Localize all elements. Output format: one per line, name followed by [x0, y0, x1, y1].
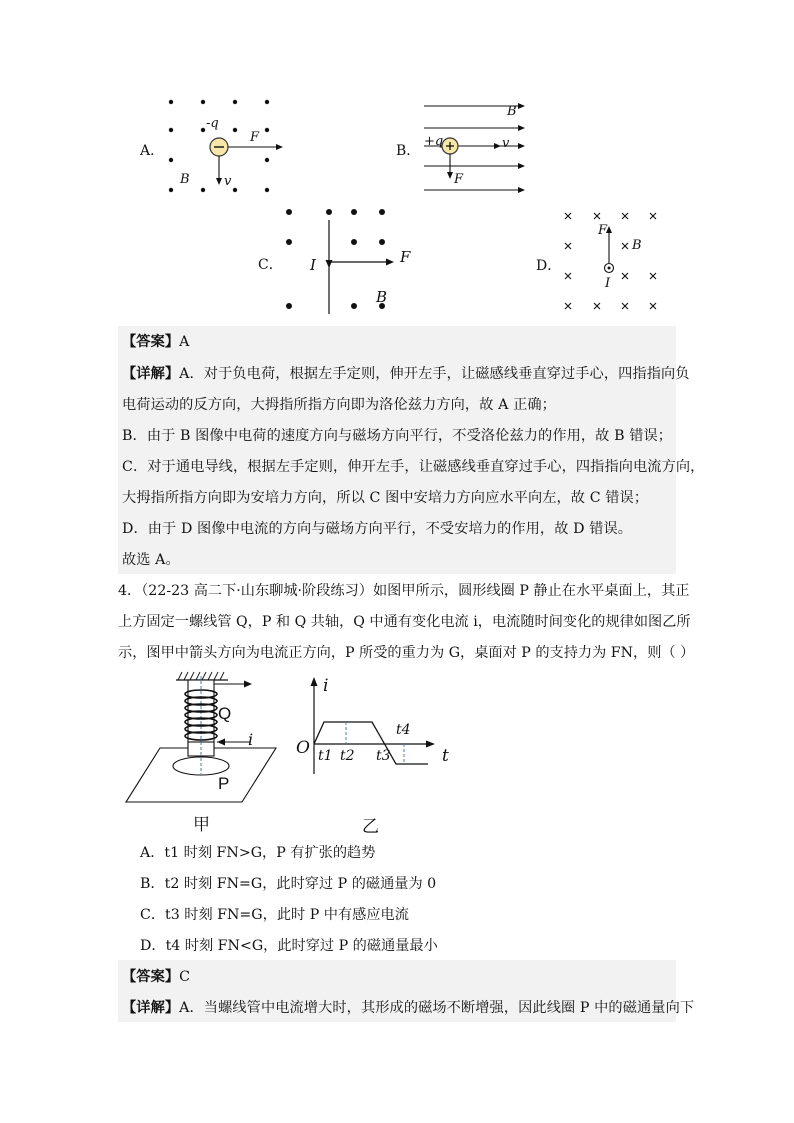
figure-c-field: B [376, 288, 388, 306]
figure-jia-coil: P [218, 774, 230, 793]
q3-detail-line-5: 大拇指所指方向即为安培力方向，所以 C 图中安培力方向应水平向左，故 C 错误； [122, 490, 649, 506]
figure-jia [120, 668, 280, 838]
figure-d-diagram [534, 205, 664, 315]
figure-d-letter: D． [536, 258, 562, 274]
q3-answer-value: A [179, 334, 190, 350]
q4-option-b: B．t2 时刻 FN=G，此时穿过 P 的磁通量为 0 [140, 876, 437, 892]
figure-b-charge: +q [424, 134, 444, 149]
figure-a-diagram [136, 92, 286, 202]
q3-detail-label: 【详解】 [122, 366, 180, 382]
q4-option-a: A．t1 时刻 FN>G，P 有扩张的趋势 [140, 845, 376, 861]
figure-yi [290, 672, 460, 838]
figure-d-force: F [598, 223, 608, 238]
figure-c-current: I [310, 256, 316, 274]
q3-detail-line-6: D．由于 D 图像中电流的方向与磁场方向平行，不受安培力的作用，故 D 错误。 [122, 521, 633, 537]
figure-a-letter: A． [140, 143, 165, 159]
figure-c-letter: C． [258, 257, 283, 273]
q4-stem-line-1: 4．（22-23 高二下·山东聊城·阶段练习）如图甲所示，圆形线圈 P 静止在水平桌面上，其正 [118, 583, 690, 599]
q4-answer-value: C [179, 969, 191, 985]
figure-yi-t1: t1 [318, 748, 333, 764]
figure-b-velocity: v [502, 136, 510, 151]
figure-yi-graph [290, 672, 460, 782]
figure-yi-origin: O [296, 738, 310, 758]
figure-d [534, 205, 664, 315]
q3-answer-label: 【答案】 [122, 334, 180, 350]
figure-b-letter: B． [396, 143, 421, 159]
figure-yi-t4: t4 [396, 722, 411, 738]
figure-yi-yaxis: i [323, 676, 329, 696]
figure-b-field: B [507, 104, 517, 119]
figure-jia-diagram [120, 668, 280, 808]
figure-jia-caption: 甲 [193, 815, 210, 835]
figure-yi-t3: t3 [376, 748, 391, 764]
figure-d-current: I [605, 276, 611, 291]
q3-detail-line-7: 故选 A。 [122, 552, 180, 568]
q4-detail-line-1: 【详解】A．当螺线管中电流增大时，其形成的磁场不断增强，因此线圈 P 中的磁通量向下 [122, 1000, 695, 1016]
figure-b-force: F [454, 172, 464, 187]
figure-yi-xaxis: t [442, 746, 449, 766]
q3-detail-line-1: 【详解】A．对于负电荷，根据左手定则，伸开左手，让磁感线垂直穿过手心，四指指向负 [122, 366, 690, 382]
figure-d-field: B [632, 238, 642, 253]
q4-option-c: C．t3 时刻 FN=G，此时 P 中有感应电流 [140, 907, 409, 923]
q4-answer-label: 【答案】 [122, 969, 180, 985]
figure-yi-caption: 乙 [362, 817, 379, 837]
figure-jia-solenoid: Q [218, 704, 232, 723]
q3-detail-line-3: B．由于 B 图像中电荷的速度方向与磁场方向平行，不受洛伦兹力的作用，故 B 错误； [122, 428, 673, 444]
q4-stem-line-3: 示，图甲中箭头方向为电流正方向，P 所受的重力为 G，桌面对 P 的支持力为 FN，则（ ） [118, 645, 695, 661]
q3-detail-line-4: C．对于通电导线，根据左手定则，伸开左手，让磁感线垂直穿过手心，四指指向电流方向， [122, 459, 705, 475]
q3-answer-line [122, 331, 190, 351]
figure-a [136, 92, 286, 202]
figure-yi-t2: t2 [340, 748, 355, 764]
figure-a-charge: -q [206, 116, 219, 131]
figure-b [394, 96, 534, 196]
figure-c [256, 202, 426, 318]
q4-option-d: D．t4 时刻 FN<G，此时穿过 P 的磁通量最小 [140, 938, 438, 954]
q4-detail-label: 【详解】 [122, 1000, 180, 1016]
q3-detail-line-2: 电荷运动的反方向，大拇指所指方向即为洛伦兹力方向，故 A 正确； [122, 397, 556, 413]
figure-c-force: F [400, 248, 411, 266]
q4-answer-line [122, 966, 190, 986]
figure-a-field: B [180, 172, 190, 187]
q4-stem-line-2: 上方固定一螺线管 Q，P 和 Q 共轴，Q 中通有变化电流 i，电流随时间变化的规律如图乙所 [118, 614, 691, 630]
figure-jia-current: i [248, 730, 254, 749]
figure-a-velocity: v [224, 174, 232, 189]
figure-a-force: F [250, 130, 260, 145]
